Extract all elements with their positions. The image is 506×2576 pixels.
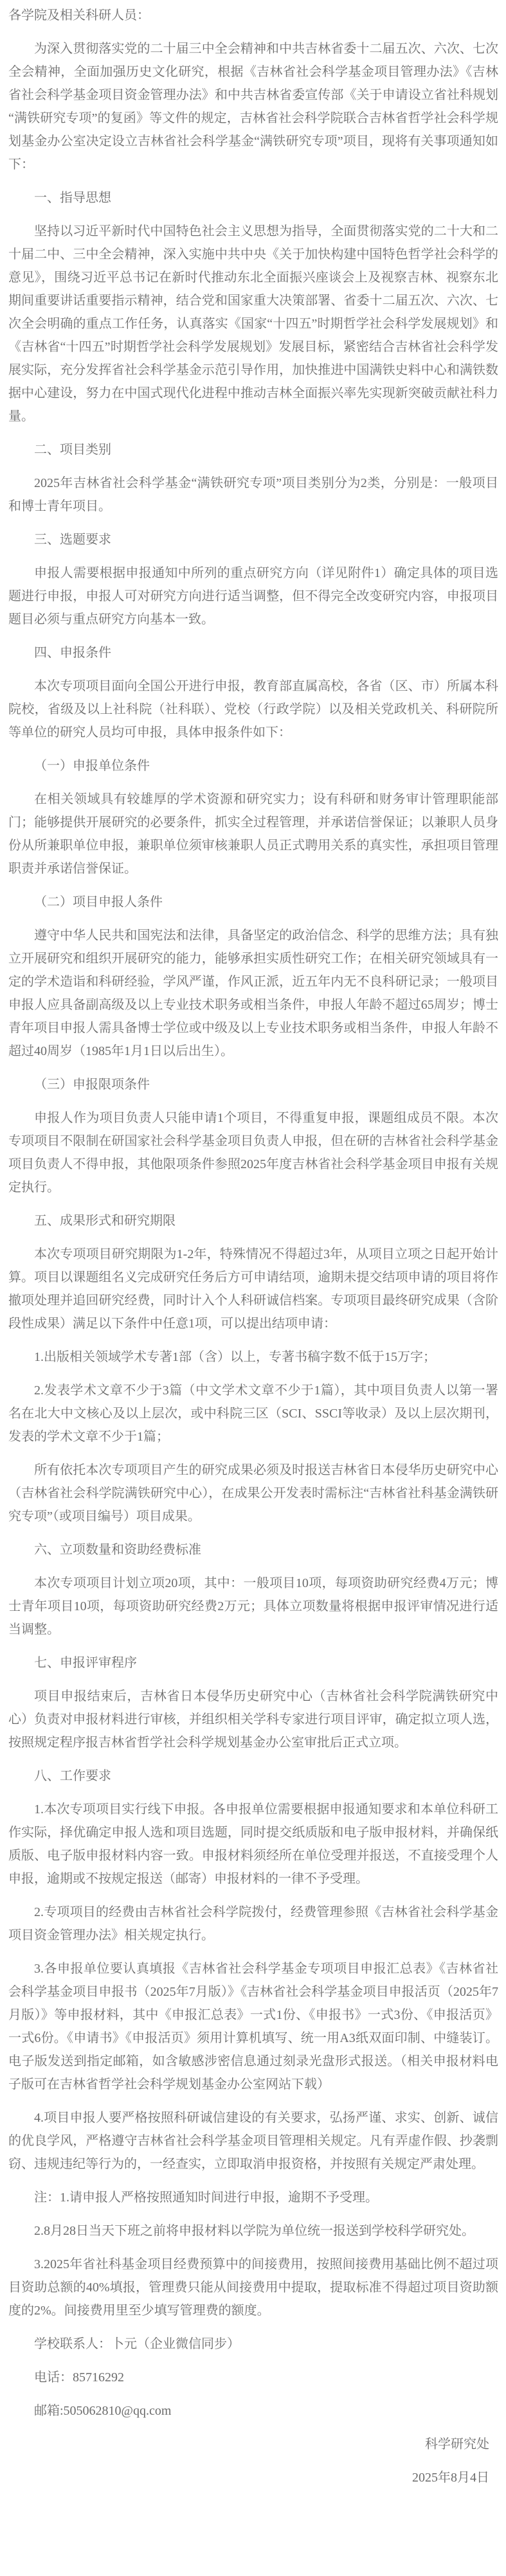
- doc-paragraph: 2.8月28日当天下班之前将申报材料以学院为单位统一报送到学校科学研究处。: [34, 2224, 474, 2238]
- doc-paragraph: 本次专项项目研究期限为1-2年，特殊情况不得超过3年，从项目立项之日起开始计算。项目以课题组名义完成研究任务后方可申请结项，逾期未提交结项申请的项目将作撤项处理并追回研究经费，同时计入个人科研诚信档案。专项项目最终研究成果（含阶段性成果）满足以下条件中任意1项，可以提出结项申请：: [8, 1247, 498, 1331]
- doc-paragraph: 学校联系人：卜元（企业微信同步）: [34, 2337, 240, 2351]
- doc-paragraph: 2025年吉林省社会科学基金“满铁研究专项”项目类别分为2类，分别是：一般项目和博士青年项目。: [8, 476, 498, 513]
- doc-heading: 七、申报评审程序: [34, 1656, 137, 1670]
- doc-paragraph: 本次专项项目计划立项20项，其中：一般项目10项，每项资助研究经费4万元；博士青年项目10项，每项资助研究经费2万元；具体立项数量将根据申报评审情况进行适当调整。: [8, 1576, 498, 1637]
- doc-heading: 六、立项数量和资助经费标准: [34, 1543, 201, 1557]
- doc-paragraph: 1.本次专项项目实行线下申报。各申报单位需要根据申报通知要求和本单位科研工作实际，择优确定申报人选和项目选题，同时提交纸质版和电子版申报材料，并确保纸质版、电子版申报材料内容一致。申报材料须经所在单位受理并报送，不直接受理个人申报，逾期或不按规定报送（邮寄）申报材料的一律不予受理。: [8, 1802, 498, 1886]
- doc-signature-line: 2025年8月4日: [412, 2471, 489, 2485]
- doc-paragraph: 4.项目申报人要严格按照科研诚信建设的有关要求，弘扬严谨、求实、创新、诚信的优良学风，严格遵守吉林省社会科学基金项目管理相关规定。凡有弄虚作假、抄袭剽窃、违规违纪等行为的，一经查实，立即取消申报资格，并按照有关规定严肃处理。: [8, 2111, 498, 2171]
- doc-paragraph: 所有依托本次专项项目产生的研究成果必须及时报送吉林省日本侵华历史研究中心（吉林省社会科学院满铁研究中心），在成果公开发表时需标注“吉林省社科基金满铁研究专项”（或项目编号）项目成果。: [8, 1463, 498, 1523]
- doc-heading: 八、工作要求: [34, 1769, 111, 1783]
- doc-paragraph: 在相关领域具有较雄厚的学术资源和研究实力；设有科研和财务审计管理职能部门；能够提供开展研究的必要条件，抓实全过程管理，并承诺信誉保证；以兼职人员身份从所兼职单位申报，兼职单位须审核兼职人员正式聘用关系的真实性，承担项目管理职责并承诺信誉保证。: [8, 792, 498, 876]
- doc-heading: 二、项目类别: [34, 443, 111, 457]
- doc-paragraph: 项目申报结束后，吉林省日本侵华历史研究中心（吉林省社会科学院满铁研究中心）负责对申报材料进行审核，并组织相关学科专家进行项目评审，确定拟立项人选，按照规定程序报吉林省哲学社会科学规划基金办公室审批后正式立项。: [8, 1689, 498, 1750]
- doc-paragraph: 邮箱:505062810@qq.com: [34, 2404, 172, 2418]
- doc-paragraph: 遵守中华人民共和国宪法和法律，具备坚定的政治信念、科学的思维方法；具有独立开展研究和组织开展研究的能力，能够承担实质性研究工作；在相关研究领域具有一定的学术造诣和科研经验，学风严谨，作风正派，近五年内无不良科研记录；一般项目申报人应具备副高级及以上专业技术职务或相当条件，申报人年龄不超过65周岁；博士青年项目申报人需具备博士学位或中级及以上专业技术职务或相当条件，申报人年龄不超过40周岁（1985年1月1日以后出生）。: [8, 928, 498, 1058]
- doc-paragraph: 2.专项项目的经费由吉林省社会科学院拨付，经费管理参照《吉林省社会科学基金项目资金管理办法》相关规定执行。: [8, 1905, 498, 1942]
- doc-paragraph: 注：1.请申报人严格按照通知时间进行申报，逾期不予受理。: [34, 2190, 378, 2205]
- doc-heading: 五、成果形式和研究期限: [34, 1214, 176, 1228]
- doc-paragraph: 申报人需要根据申报通知中所列的重点研究方向（详见附件1）确定具体的项目选题进行申报，申报人可对研究方向进行适当调整，但不得完全改变研究内容，申报项目题目必须与重点研究方向基本一致。: [8, 566, 498, 626]
- doc-paragraph: 为深入贯彻落实党的二十届三中全会精神和中共吉林省委十二届五次、六次、七次全会精神，全面加强历史文化研究，根据《吉林省社会科学基金项目管理办法》《吉林省社会科学基金项目资金管理办法》和中共吉林省委宣传部《关于申请设立省社科规划“满铁研究专项”的复函》等文件的规定，吉林省社会科学院联合吉林省哲学社会科学规划基金办公室决定设立吉林省社会科学基金“满铁研究专项”项目，现将有关事项通知如下：: [8, 42, 498, 172]
- doc-salutation: 各学院及相关科研人员：: [8, 8, 150, 22]
- doc-paragraph: 3.各申报单位要认真填报《吉林省社会科学基金专项项目申报汇总表》《吉林省社会科学基金项目申报书（2025年7月版）》《吉林省社会科学基金项目申报活页（2025年7月版）》等申报材料，其中《申报汇总表》一式1份、《申报书》一式3份、《申报活页》一式6份。《申请书》《申报活页》须用计算机填写、统一用A3纸双面印制、中缝装订。电子版发送到指定邮箱，如含敏感涉密信息通过刻录光盘形式报送。（相关申报材料电子版可在吉林省哲学社会科学规划基金办公室网站下载）: [8, 1962, 498, 2092]
- doc-paragraph: 本次专项项目面向全国公开进行申报，教育部直属高校，各省（区、市）所属本科院校，省级及以上社科院（社科联）、党校（行政学院）以及相关党政机关、科研院所等单位的研究人员均可申报，具体申报条件如下：: [8, 679, 498, 740]
- doc-heading: （三）申报限项条件: [34, 1078, 150, 1092]
- doc-heading: 三、选题要求: [34, 533, 111, 547]
- document-body: [8, 4, 498, 2489]
- doc-paragraph: 3.2025年省社科基金项目经费预算中的间接费用，按照间接费用基础比例不超过项目资助总额的40%填报，管理费只能从间接费用中提取，提取标准不得超过项目资助额度的2%。间接费用里至少填写管理费的额度。: [8, 2257, 498, 2318]
- doc-heading: （一）申报单位条件: [34, 759, 150, 773]
- doc-paragraph: 坚持以习近平新时代中国特色社会主义思想为指导，全面贯彻落实党的二十大和二十届二中、三中全会精神，深入实施中共中央《关于加快构建中国特色哲学社会科学的意见》，围绕习近平总书记在新时代推动东北全面振兴座谈会上及视察吉林、视察东北期间重要讲话重要指示精神，结合党和国家重大决策部署、省委十二届五次、六次、七次全会明确的重点工作任务，认真落实《国家“十四五”时期哲学社会科学发展规划》和《吉林省“十四五”时期哲学社会科学发展规划》发展目标，紧密结合吉林省社会科学发展实际，充分发挥省社会科学基金示范引导作用，加快推进中国满铁史料中心和满铁数据中心建设，努力在中国式现代化进程中推动吉林全面振兴率先实现新突破贡献社科力量。: [8, 224, 498, 423]
- doc-paragraph: 1.出版相关领域学术专著1部（含）以上，专著书稿字数不低于15万字；: [34, 1350, 436, 1364]
- doc-heading: 一、指导思想: [34, 191, 111, 205]
- doc-paragraph: 2.发表学术文章不少于3篇（中文学术文章不少于1篇），其中项目负责人以第一署名在北大中文核心及以上层次，或中科院三区（SCI、SSCI等收录）及以上层次期刊，发表的学术文章不少于1篇；: [8, 1383, 498, 1444]
- doc-paragraph: 申报人作为项目负责人只能申请1个项目，不得重复申报，课题组成员不限。本次专项项目不限制在研国家社会科学基金项目负责人申报，但在研的吉林省社会科学基金项目负责人不得申报，其他限项条件参照2025年度吉林省社会科学基金项目申报有关规定执行。: [8, 1111, 498, 1195]
- doc-signature-line: 科学研究处: [425, 2437, 489, 2451]
- doc-heading: 四、申报条件: [34, 646, 111, 660]
- doc-heading: （二）项目申报人条件: [34, 895, 163, 909]
- doc-paragraph: 电话：85716292: [34, 2370, 124, 2385]
